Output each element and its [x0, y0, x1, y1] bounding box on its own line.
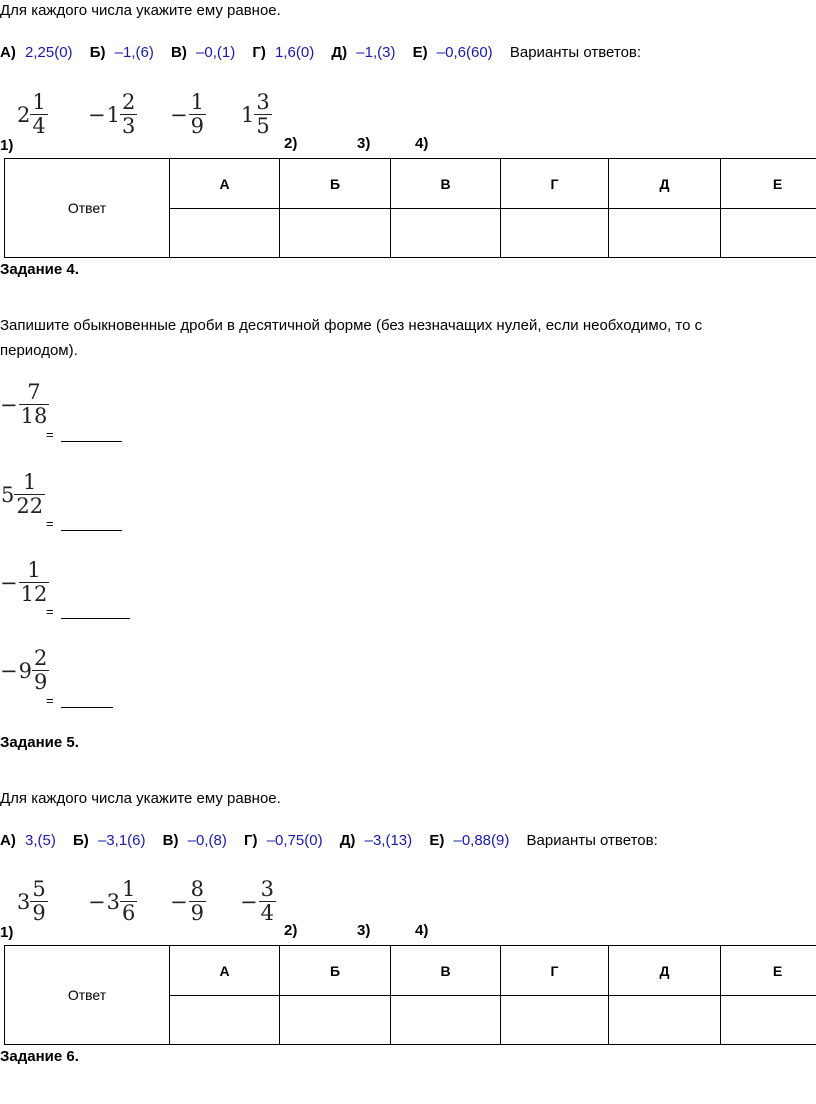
option-g-letter: Г) [244, 832, 258, 849]
option-v-value: –0,(1) [196, 44, 236, 61]
answer-cell-a[interactable] [170, 996, 280, 1045]
task5-title: Задание 5. [0, 734, 79, 751]
number-label-1: 1) [0, 137, 14, 154]
fraction-item-3: − $\frac{1}{12}$ [0, 558, 48, 606]
option-d-letter: Д) [331, 44, 348, 61]
option-v-value: –0,(8) [187, 832, 227, 849]
header-d: Д [609, 946, 721, 996]
option-e-letter: Е) [412, 44, 428, 61]
variants-label: Варианты ответов: [526, 832, 658, 849]
option-e-value: –0,6(60) [436, 44, 493, 61]
answer-table-1 [4, 158, 816, 258]
header-d: Д [609, 159, 721, 209]
option-b-value: –3,1(6) [97, 832, 146, 849]
option-a-letter: А) [0, 832, 16, 849]
answer-cell-b[interactable] [280, 996, 391, 1045]
number-2: − 1 $\frac{2}{3}$ [88, 90, 136, 138]
item-4-answer-blank[interactable] [61, 695, 113, 708]
number-label-3: 3) [357, 135, 371, 152]
option-d-letter: Д) [339, 832, 356, 849]
task5-instruction: Для каждого числа укажите ему равное. [0, 790, 281, 807]
header-b: Б [280, 159, 391, 209]
option-v-letter: В) [171, 44, 187, 61]
fraction-item-4: − 9 $\frac{2}{9}$ [0, 646, 48, 694]
item-3-equals: = [46, 604, 54, 619]
answer-cell-g[interactable] [501, 996, 609, 1045]
task5-number-2: − 3 $\frac{1}{6}$ [88, 877, 136, 925]
number-label-4: 4) [415, 135, 429, 152]
option-b-value: –1,(6) [114, 44, 154, 61]
number-4: 1 $\frac{3}{5}$ [241, 90, 270, 138]
header-v: В [391, 159, 501, 209]
number-3: − $\frac{1}{9}$ [170, 90, 204, 138]
option-b-letter: Б) [89, 44, 106, 61]
fraction-item-2: 5 $\frac{1}{22}$ [1, 470, 44, 518]
block1-instruction: Для каждого числа укажите ему равное. [0, 2, 281, 19]
fraction-item-1: − $\frac{7}{18}$ [0, 380, 48, 428]
answer-cell-b[interactable] [280, 209, 391, 258]
option-e-letter: Е) [429, 832, 445, 849]
task5-number-label-2: 2) [284, 922, 298, 939]
header-a: А [170, 159, 280, 209]
task5-number-3: − $\frac{8}{9}$ [170, 877, 204, 925]
option-d-value: –3,(13) [364, 832, 413, 849]
header-g: Г [501, 159, 609, 209]
answer-cell-g[interactable] [501, 209, 609, 258]
answer-cell-e[interactable] [721, 996, 816, 1045]
task5-options [0, 832, 658, 849]
option-g-letter: Г) [252, 44, 266, 61]
item-4-equals: = [46, 693, 54, 708]
task6-title: Задание 6. [0, 1048, 79, 1065]
answer-table-2 [4, 945, 816, 1045]
number-1: 2 $\frac{1}{4}$ [17, 90, 46, 138]
option-d-value: –1,(3) [356, 44, 396, 61]
header-e: Е [721, 159, 816, 209]
option-a-value: 2,25(0) [25, 44, 73, 61]
task4-title: Задание 4. [0, 261, 79, 278]
option-g-value: –0,75(0) [266, 832, 323, 849]
answer-cell-a[interactable] [170, 209, 280, 258]
task4-instruction-line1: Запишите обыкновенные дроби в десятичной форме (без незначащих нулей, если необходимо, то с [0, 317, 703, 334]
item-1-answer-blank[interactable] [61, 429, 122, 442]
answer-cell-e[interactable] [721, 209, 816, 258]
task5-number-label-1: 1) [0, 924, 14, 941]
option-a-value: 3,(5) [25, 832, 56, 849]
option-a-letter: А) [0, 44, 16, 61]
number-label-2: 2) [284, 135, 298, 152]
task5-number-4: − $\frac{3}{4}$ [240, 877, 274, 925]
item-2-answer-blank[interactable] [61, 518, 122, 531]
item-3-answer-blank[interactable] [61, 606, 130, 619]
option-g-value: 1,6(0) [275, 44, 315, 61]
option-b-letter: Б) [73, 832, 89, 849]
task5-number-1: 3 $\frac{5}{9}$ [17, 877, 46, 925]
answer-cell-v[interactable] [391, 209, 501, 258]
task4-instruction-line2: периодом). [0, 342, 78, 359]
header-b: Б [280, 946, 391, 996]
answer-cell-d[interactable] [609, 996, 721, 1045]
item-2-equals: = [46, 516, 54, 531]
header-v: В [391, 946, 501, 996]
task5-number-label-3: 3) [357, 922, 371, 939]
block1-options [0, 44, 641, 61]
header-e: Е [721, 946, 816, 996]
header-g: Г [501, 946, 609, 996]
variants-label: Варианты ответов: [509, 44, 642, 61]
answer-row-label: Ответ [5, 946, 170, 1045]
answer-row-label: Ответ [5, 159, 170, 258]
item-1-equals: = [46, 427, 54, 442]
option-v-letter: В) [162, 832, 179, 849]
answer-cell-v[interactable] [391, 996, 501, 1045]
option-e-value: –0,88(9) [453, 832, 510, 849]
task5-number-label-4: 4) [415, 922, 429, 939]
answer-cell-d[interactable] [609, 209, 721, 258]
header-a: А [170, 946, 280, 996]
